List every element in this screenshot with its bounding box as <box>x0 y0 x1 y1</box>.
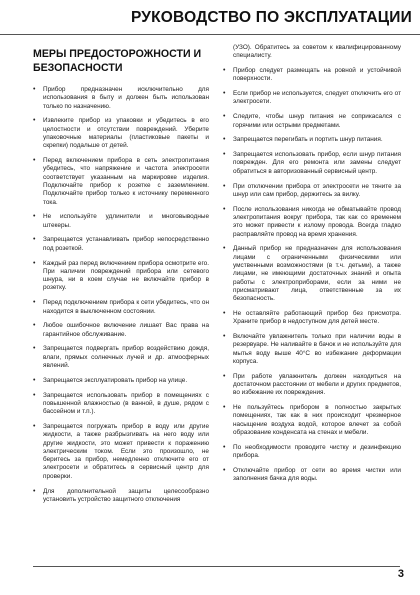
list-item: • Для дополнительной защиты целесообразно установить устройство защитного отключения <box>33 488 209 505</box>
section-title: МЕРЫ ПРЕДОСТОРОЖНОСТИ И БЕЗОПАСНОСТИ <box>33 48 202 74</box>
list-item: • Если прибор не используется, следует отключить его от электросети. <box>223 90 401 107</box>
header-divider <box>0 34 420 35</box>
safety-list-left <box>33 86 209 504</box>
list-item: • Запрещается использовать прибор, если шнур питания поврежден. Для его ремонта или замены следует обратиться в авторизованный сервисный центр. <box>223 151 401 176</box>
list-item: • Прибор следует размещать на ровной и устойчивой поверхности. <box>223 67 401 84</box>
list-item: • После использования никогда не обматывайте провод электропитания вокруг прибора, так как со временем это может привести к излому провода. Всегда гладко расправляйте провод на время хранения. <box>223 206 401 239</box>
list-item: • Запрещается использовать прибор в помещениях с повышенной влажностью (в ванной, в душе, рядом с бассейном и т.п.). <box>33 392 209 417</box>
page-number: 3 <box>397 568 404 580</box>
list-item: • Перед подключением прибора к сети убедитесь, что он находится в выключенном состоянии. <box>33 299 209 316</box>
list-item: • Не используйте удлинители и многовыводные штекеры. <box>33 213 209 230</box>
manual-title: РУКОВОДСТВО ПО ЭКСПЛУАТАЦИИ <box>130 9 412 26</box>
list-item: • Запрещается перегибать и портить шнур питания. <box>223 136 401 144</box>
list-item: • Включайте увлажнитель только при наличии воды в резервуаре. Не наливайте в бачок и не используйте для мытья воду выше 40°С во избежание деформации корпуса. <box>223 333 401 366</box>
list-item: • Следите, чтобы шнур питания не соприкасался с горячими или острыми предметами. <box>223 113 401 130</box>
list-item: • По необходимости проводите чистку и дезинфекцию прибора. <box>223 444 401 461</box>
continued-text: (УЗО). Обратитесь за советом к квалифицированному специалисту. <box>233 44 401 60</box>
list-item: • Не оставляйте работающий прибор без присмотра. Храните прибор в недоступном для детей месте. <box>223 310 401 327</box>
list-item: • Данный прибор не предназначен для использования лицами с ограниченными физическими или умственными возможностями (в т.ч. детьми), а также лицами, не имеющими достаточных знаний и опыта работы с электроприборами, если за ними не присматривают лица, ответственные за их безопасность. <box>223 245 401 303</box>
left-column <box>33 48 209 511</box>
list-item: • Запрещается устанавливать прибор непосредственно под розеткой. <box>33 236 209 253</box>
list-item: • При работе увлажнитель должен находиться на достаточном расстоянии от мебели и других предметов, во избежание их повреждения. <box>223 373 401 398</box>
list-item: • Перед включением прибора в сеть электропитания убедитесь, что напряжение и частота электросети соответствует указанным на маркировке изделия. Подключайте прибор к розетке с заземлением. Подключайте прибор только к источнику переменного тока. <box>33 157 209 207</box>
page-header <box>0 0 420 45</box>
right-column <box>223 44 401 490</box>
list-item: • Прибор предназначен исключительно для использования в быту и должен быть использован только по назначению. <box>33 86 209 111</box>
list-item: • Запрещается эксплуатировать прибор на улице. <box>33 377 209 385</box>
list-item: • Любое ошибочное включение лишает Вас права на гарантийное обслуживание. <box>33 322 209 339</box>
safety-list-right <box>223 67 401 483</box>
list-item: • Извлеките прибор из упаковки и убедитесь в его целостности и отсутствии повреждений. Уберите упаковочные материалы (пластиковые пакеты и скрепки) подальше от детей. <box>33 117 209 150</box>
list-item: • Запрещается погружать прибор в воду или другие жидкости, а также разбрызгивать на него воду или другие жидкости, это может привести к поражению электрическим током. Если это произошло, не беритесь за прибор, немедленно отключите его от электросети и обратитесь в сервисный центр для проверки. <box>33 423 209 481</box>
list-item: • Запрещается подвергать прибор воздействию дождя, влаги, прямых солнечных лучей и др. атмосферных явлений. <box>33 345 209 370</box>
list-item: • Каждый раз перед включением прибора осмотрите его. При наличии повреждений прибора или сетевого шнура, ни в коем случае не включайте прибор в розетку. <box>33 260 209 293</box>
list-item: • При отключении прибора от электросети не тяните за шнур или сам прибор, держитесь за вилку. <box>223 183 401 200</box>
footer-divider <box>33 566 400 567</box>
list-item: • Не пользуйтесь прибором в полностью закрытых помещениях, так как в них происходит чрезмерное насыщение воздуха водой, которое влечет за собой образование конденсата на стенах и мебели. <box>223 404 401 437</box>
list-item: • Отключайте прибор от сети во время чистки или заполнения бачка для воды. <box>223 467 401 484</box>
